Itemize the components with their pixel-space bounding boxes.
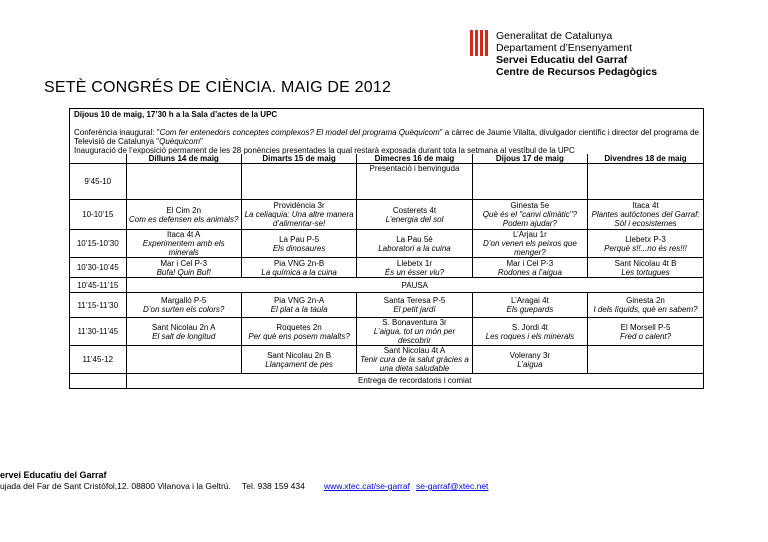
time-slot: 11’30-11’45 (70, 318, 126, 346)
talk-title: Plantes autòctones del Garraf: Sòl i ecosistemes (591, 210, 700, 228)
session-cell (126, 293, 241, 318)
school-name: Itaca 4t A (167, 230, 201, 239)
day-header: Divendres 18 de maig (588, 154, 703, 164)
school-name: Sant Nicolau 4t A (383, 346, 446, 355)
school-name: Pia VNG 2n-B (273, 258, 325, 268)
school-name: Mar i Cel P-3 (160, 258, 208, 268)
time-slot: 10’30-10’45 (70, 258, 126, 278)
schedule-row (70, 164, 703, 200)
school-name: Ginesta 2n (626, 296, 665, 305)
session-cell (588, 164, 703, 200)
talk-title: Els dinosaures (272, 243, 326, 253)
talk-title: Les roques i els minerals (485, 331, 575, 341)
footer-org: ervei Educatiu del Garraf (0, 470, 107, 480)
school-name: El Cim 2n (166, 205, 202, 215)
session-cell (588, 200, 703, 230)
talk-title: La química a la cuina (261, 267, 337, 277)
session-cell (241, 200, 356, 230)
org-line-1: Generalitat de Catalunya (496, 30, 613, 42)
intro-section (70, 109, 703, 154)
session-cell (472, 293, 587, 318)
school-name: S. Jordi 4t (511, 322, 548, 332)
footer-address: ujada del Far de Sant Cristòfol,12. 08800 Vilanova i la Geltrú. (0, 481, 231, 491)
closing-row (70, 374, 703, 388)
talk-title: I dels líquids, què en sabem? (593, 305, 698, 314)
talk-title: Experimentem amb els minerals (142, 239, 225, 257)
schedule-row (70, 346, 703, 374)
generalitat-logo (470, 30, 492, 56)
talk-title: Laboratori a la cuina (378, 243, 451, 253)
school-name: Itaca 4t (632, 201, 659, 210)
session-cell (357, 164, 472, 200)
session-cell (588, 258, 703, 278)
session-cell (472, 200, 587, 230)
talk-title: Les tortugues (621, 267, 670, 277)
session-cell (126, 200, 241, 230)
session-cell (241, 164, 356, 200)
schedule-row (70, 230, 703, 258)
school-name: Llebetx P-3 (625, 234, 666, 244)
conf-program: Quèquicom (159, 137, 201, 146)
talk-title: El salt de longitud (152, 331, 216, 341)
footer-phone: Tel. 938 159 434 (242, 481, 305, 491)
org-line-3: Servei Educatiu del Garraf (496, 54, 628, 66)
footer-web-link[interactable]: www.xtec.cat/se-garraf (324, 481, 410, 491)
talk-title: És un ésser viu? (384, 267, 445, 277)
session-cell (241, 318, 356, 346)
talk-title: Llançament de pes (265, 359, 333, 369)
talk-title: D’on surten els colors? (143, 305, 225, 314)
conf-title: Com fer entenedors conceptes complexos? El model del programa Quèquicom (159, 128, 440, 137)
talk-title: El petit jardí (393, 305, 436, 314)
organization-header (496, 30, 657, 78)
session-cell (357, 346, 472, 374)
school-name: Volerany 3r (509, 350, 551, 360)
day-header-row (70, 154, 703, 164)
conf-suffix: " a càrrec de Jaume Vilalta, divulgador científic i director del programa de Televisió de Catalunya " (74, 128, 699, 146)
school-name: Ginesta 5e (510, 201, 550, 210)
closing-empty (70, 374, 126, 388)
session-cell (588, 346, 703, 374)
session-cell (472, 318, 587, 346)
session-cell (241, 346, 356, 374)
day-header: Dimarts 15 de maig (241, 154, 356, 164)
school-name: Pia VNG 2n-A (273, 296, 325, 305)
talk-title: Per què ens posem malalts? (248, 331, 350, 341)
session-cell (357, 318, 472, 346)
time-slot: 10’15-10’30 (70, 230, 126, 258)
school-name: La Pau P-5 (279, 234, 320, 244)
exposition-text: Inauguració de l’exposició permanent de les 28 ponències presentades la qual restarà exposada durant tota la setmana al vestíbul de la UPC (74, 146, 575, 155)
session-cell (126, 230, 241, 258)
day-header: Dijous 17 de maig (472, 154, 587, 164)
day-header: Dilluns 14 de maig (126, 154, 241, 164)
talk-title: Com es defensen els animals? (129, 214, 239, 224)
page-title: SETÈ CONGRÉS DE CIÈNCIA. MAIG DE 2012 (44, 79, 392, 96)
footer-email-link[interactable]: se-garraf@xtec.net (416, 481, 489, 491)
intro-heading: Dijous 10 de maig, 17’30 h a la Sala d’actes de la UPC (74, 110, 278, 119)
schedule-row (70, 293, 703, 318)
corner-cell (70, 154, 126, 164)
talk-title: L’energia del sol (385, 214, 444, 224)
time-slot: 9’45-10 (70, 164, 126, 200)
school-name: El Morsell P-5 (620, 322, 671, 332)
talk-title: L’aigua, tot un món per descobrir (373, 327, 456, 345)
session-cell (357, 230, 472, 258)
school-name: Santa Teresa P-5 (383, 296, 446, 305)
talk-title: Tenir cura de la salut gràcies a una dieta saludable (360, 355, 469, 373)
org-line-2: Departament d’Ensenyament (496, 42, 632, 54)
talk-title: Bufa! Quin Buf! (156, 267, 211, 277)
school-name: Llebetx 1r (396, 258, 433, 268)
session-cell (241, 258, 356, 278)
pause-cell: PAUSA (126, 278, 703, 293)
school-name: Costerets 4t (392, 205, 437, 215)
schedule-row (70, 200, 703, 230)
talk-title: D’on venen els peixos que menger? (482, 239, 577, 257)
session-cell (126, 164, 241, 200)
school-name: Mar i Cel P-3 (506, 258, 554, 268)
school-name: Providència 3r (273, 201, 325, 210)
conf-end: " (200, 137, 203, 146)
talk-title: El plat a la taula (270, 305, 328, 314)
school-name: Sant Nicolau 2n B (267, 350, 332, 360)
session-cell (588, 293, 703, 318)
session-cell (241, 293, 356, 318)
school-name: L’Aragai 4t (510, 296, 549, 305)
school-name: S. Bonaventura 3r (382, 318, 447, 327)
session-cell (472, 230, 587, 258)
schedule-row (70, 258, 703, 278)
conf-prefix: Conferència inaugural: " (74, 128, 160, 137)
school-name: La Pau 5è (396, 234, 433, 244)
talk-title: L’aigua (517, 359, 543, 369)
school-name: Sant Nicolau 4t B (614, 258, 677, 268)
session-cell (357, 293, 472, 318)
time-slot: 11’15-11’30 (70, 293, 126, 318)
org-line-4: Centre de Recursos Pedagògics (496, 66, 658, 78)
session-cell (472, 346, 587, 374)
schedule-table (70, 154, 703, 388)
time-slot: 10’45-11’15 (70, 278, 126, 293)
session-cell (588, 318, 703, 346)
session-cell (126, 346, 241, 374)
time-slot: 10-10’15 (70, 200, 126, 230)
school-name: L’Arjau 1r (512, 230, 547, 239)
session-cell (126, 318, 241, 346)
schedule-row (70, 318, 703, 346)
talk-title: Els guepards (506, 305, 554, 314)
schedule-row (70, 278, 703, 293)
school-name: Roquetes 2n (276, 322, 322, 332)
program-box (69, 108, 704, 389)
time-slot: 11’45-12 (70, 346, 126, 374)
session-cell (472, 164, 587, 200)
talk-title: Fred o calent? (619, 331, 672, 341)
session-cell (126, 258, 241, 278)
schedule-body (70, 164, 703, 388)
talk-title: La celiaquia: Una altre manera d’alimentar-se! (244, 210, 354, 228)
session-cell (472, 258, 587, 278)
session-cell (357, 258, 472, 278)
school-name: Sant Nicolau 2n A (151, 322, 216, 332)
session-cell (241, 230, 356, 258)
school-name: Margalló P-5 (161, 296, 207, 305)
day-header: Dimecres 16 de maig (357, 154, 472, 164)
talk-title: Què és el "canvi climàtic"? Podem ajudar? (482, 210, 577, 228)
conference-text (74, 128, 699, 146)
session-cell (357, 200, 472, 230)
talk-title: Rodones a l’aigua (497, 267, 562, 277)
closing-cell: Entrega de recordatoris i comiat (126, 374, 703, 388)
session-cell (588, 230, 703, 258)
school-name: Presentació i benvinguda (369, 164, 460, 173)
talk-title: Perquè s!!...no és res!!! (604, 243, 687, 253)
